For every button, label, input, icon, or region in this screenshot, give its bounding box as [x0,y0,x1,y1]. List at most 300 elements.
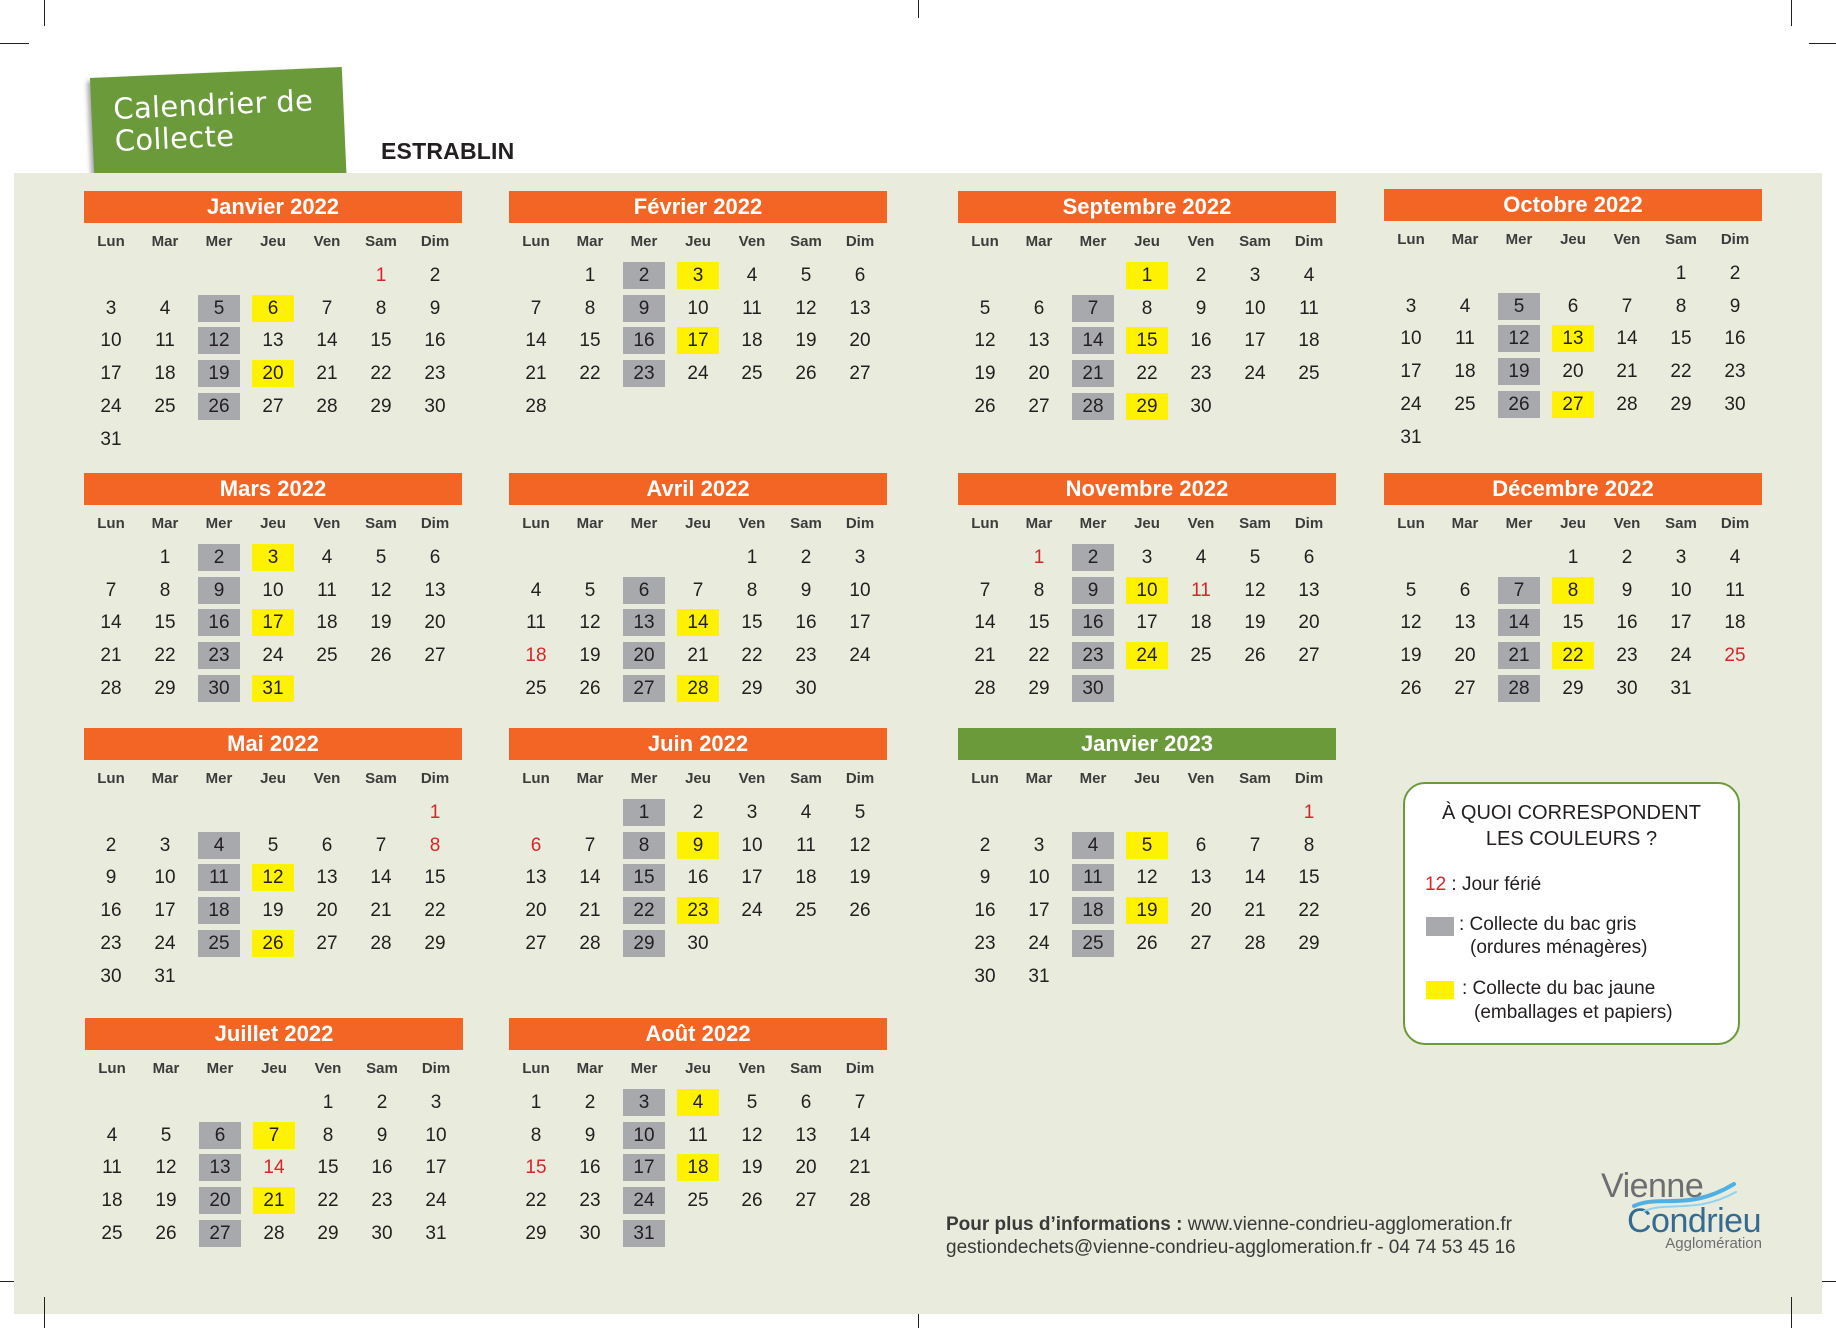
empty-cell [192,423,246,456]
day-number: 21 [974,645,996,667]
weekday-label: Jeu [1134,770,1160,787]
day-number: 25 [795,900,817,922]
day-cell [246,894,300,927]
day-number: 27 [1298,645,1320,667]
day-cell [409,1086,463,1119]
day-cell [563,1119,617,1152]
day-number: 7 [979,579,991,601]
day-number: 19 [262,900,284,922]
weekday-label: Sam [366,1060,398,1077]
day-number: 13 [1454,612,1476,634]
day-cell [1012,829,1066,862]
day-number: 22 [317,1190,339,1212]
day-number: 8 [1141,297,1153,319]
day-yellow-bin-collection: 4 [677,1089,719,1116]
day-cell [246,862,300,895]
day-yellow-bin-collection: 12 [252,864,294,891]
crop-mark [1791,0,1792,26]
day-number: 23 [371,1190,393,1212]
day-number: 14 [579,867,601,889]
day-cell [563,862,617,895]
day-cell [1174,862,1228,895]
day-cell [617,829,671,862]
day-number: 8 [746,579,758,601]
day-number: 28 [1616,394,1638,416]
month-header: Janvier 2022 [84,191,462,223]
day-cell [563,672,617,705]
day-cell [354,927,408,960]
empty-cell [408,960,462,993]
day-cell [509,390,563,423]
day-cell [300,357,354,390]
day-cell [617,796,671,829]
empty-cell [1228,796,1282,829]
day-cell [354,390,408,423]
day-cell [833,1152,887,1185]
day-number: 16 [1190,330,1212,352]
day-cell [1282,829,1336,862]
day-gray-bin-collection: 28 [1498,675,1540,702]
info-label: Pour plus d’informations : [946,1214,1183,1235]
day-number: 11 [102,1157,122,1179]
day-grid [84,541,462,705]
day-cell [84,325,138,358]
day-number: 6 [1195,834,1207,856]
day-number: 27 [1454,678,1476,700]
day-cell [1228,862,1282,895]
day-cell [833,639,887,672]
day-number: 17 [425,1157,447,1179]
month-novembre-2022 [958,473,1336,705]
day-cell [1174,357,1228,390]
empty-cell [725,1217,779,1250]
day-cell [1174,292,1228,325]
day-gray-bin-collection: 8 [623,832,665,859]
day-number: 17 [849,612,871,634]
weekday-label: Jeu [260,515,286,532]
day-number: 15 [1562,612,1584,634]
day-cell [958,607,1012,640]
day-cell [354,829,408,862]
day-number: 23 [100,933,122,955]
day-number: 9 [979,867,991,889]
day-grid [85,1086,463,1250]
weekday-label: Jeu [685,233,711,250]
day-number: 5 [375,546,387,568]
day-cell [139,1119,193,1152]
day-yellow-bin-collection: 29 [1126,393,1168,420]
day-number: 23 [579,1190,601,1212]
day-cell [1012,607,1066,640]
weekday-label: Mer [1079,233,1107,250]
empty-cell [1438,421,1492,454]
day-cell [833,574,887,607]
day-number: 1 [1675,262,1687,284]
empty-cell [1174,960,1228,993]
day-cell [1708,639,1762,672]
empty-cell [1492,541,1546,574]
empty-cell [1492,421,1546,454]
day-cell [84,894,138,927]
day-cell [408,541,462,574]
day-number: 7 [321,297,333,319]
day-number: 13 [1298,579,1320,601]
day-number: 3 [854,546,866,568]
empty-cell [84,796,138,829]
day-cell [617,259,671,292]
day-number: 7 [375,834,387,856]
day-cell [139,1152,193,1185]
weekday-label: Lun [971,233,999,250]
day-gray-bin-collection: 5 [1498,293,1540,320]
day-number: 29 [525,1223,547,1245]
day-number: 29 [1670,394,1692,416]
day-cell [84,862,138,895]
day-number: 9 [105,867,117,889]
day-number: 18 [1454,361,1476,383]
day-gray-bin-collection: 10 [623,1122,665,1149]
day-number: 27 [1028,396,1050,418]
empty-cell [779,390,833,423]
empty-cell [354,796,408,829]
day-cell [84,639,138,672]
day-number: 11 [742,297,762,319]
day-gray-bin-collection: 15 [623,864,665,891]
day-number: 16 [795,612,817,634]
day-number: 23 [974,933,996,955]
day-cell [138,927,192,960]
empty-cell [1282,672,1336,705]
day-cell [563,1184,617,1217]
empty-cell [300,796,354,829]
day-cell [138,541,192,574]
weekday-label: Dim [420,515,450,532]
day-cell [1654,323,1708,356]
day-cell [1228,292,1282,325]
day-cell [138,390,192,423]
day-cell [1708,323,1762,356]
day-cell [1120,259,1174,292]
day-cell [671,672,725,705]
weekday-label: Mar [576,233,604,250]
day-gray-bin-collection: 14 [1072,327,1114,354]
day-cell [725,259,779,292]
weekday-label: Ven [738,770,766,787]
day-cell [958,894,1012,927]
weekday-label: Ven [1187,515,1215,532]
day-cell [617,1152,671,1185]
empty-cell [833,927,887,960]
day-cell [408,894,462,927]
day-number: 24 [849,645,871,667]
day-number: 19 [1244,612,1266,634]
day-number: 21 [579,900,601,922]
day-number: 3 [430,1091,442,1113]
day-cell [246,357,300,390]
day-cell [1438,323,1492,356]
day-cell [617,894,671,927]
weekday-label: Dim [845,233,875,250]
day-number: 21 [849,1157,871,1179]
day-cell [509,325,563,358]
legend-holiday-row [1425,873,1541,897]
day-cell [617,862,671,895]
day-cell [617,1086,671,1119]
day-number: 19 [741,1157,763,1179]
day-number: 11 [1455,328,1475,350]
empty-cell [300,259,354,292]
day-yellow-bin-collection: 13 [1552,325,1594,352]
day-cell [1708,541,1762,574]
day-cell [84,960,138,993]
empty-cell [833,390,887,423]
day-number: 22 [1670,361,1692,383]
weekday-label: Lun [97,770,125,787]
day-number: 4 [746,264,758,286]
empty-cell [563,390,617,423]
month-header: Janvier 2023 [958,728,1336,760]
day-cell [617,1119,671,1152]
day-number: 11 [317,579,337,601]
day-cell [563,607,617,640]
day-gray-bin-collection: 20 [623,642,665,669]
day-cell [671,292,725,325]
empty-cell [617,541,671,574]
day-gray-bin-collection: 4 [198,832,240,859]
day-cell [779,894,833,927]
weekday-row [509,230,887,254]
day-number: 18 [741,330,763,352]
day-cell [1708,388,1762,421]
day-cell [779,796,833,829]
day-number: 18 [1298,330,1320,352]
empty-cell [509,259,563,292]
empty-cell [354,423,408,456]
month-janvier-2023 [958,728,1336,993]
day-number: 5 [1249,546,1261,568]
legend-yellow-label: : Collecte du bac jaune [1462,978,1656,999]
day-cell [725,672,779,705]
day-number: 15 [1298,867,1320,889]
weekday-label: Mar [151,233,179,250]
weekday-label: Mer [205,515,233,532]
weekday-label: Mar [1025,515,1053,532]
month-header: Juin 2022 [509,728,887,760]
weekday-label: Jeu [685,515,711,532]
empty-cell [1282,960,1336,993]
day-holiday: 8 [429,834,441,856]
day-cell [138,639,192,672]
day-yellow-bin-collection: 20 [252,360,294,387]
day-number: 30 [579,1223,601,1245]
day-number: 22 [154,645,176,667]
day-cell [408,292,462,325]
empty-cell [138,796,192,829]
day-number: 26 [1400,678,1422,700]
day-number: 18 [154,363,176,385]
day-number: 13 [262,330,284,352]
day-yellow-bin-collection: 5 [1126,832,1168,859]
weekday-label: Ven [738,1060,766,1077]
day-number: 29 [317,1223,339,1245]
empty-cell [1438,257,1492,290]
tag-line-2: Collecte [114,118,235,158]
day-cell [247,1217,301,1250]
day-number: 5 [979,297,991,319]
day-cell [138,960,192,993]
day-gray-bin-collection: 21 [1072,360,1114,387]
day-cell [192,541,246,574]
day-number: 4 [530,579,542,601]
month-mai-2022 [84,728,462,993]
day-number: 29 [370,396,392,418]
day-cell [509,574,563,607]
day-cell [1120,927,1174,960]
day-grid [509,796,887,960]
day-number: 12 [795,297,817,319]
day-number: 28 [100,678,122,700]
day-number: 27 [849,363,871,385]
empty-cell [1708,421,1762,454]
day-number: 5 [800,264,812,286]
day-number: 30 [795,678,817,700]
empty-cell [192,796,246,829]
day-number: 16 [1724,328,1746,350]
day-grid [1384,257,1762,454]
day-holiday: 6 [530,834,542,856]
day-number: 23 [1616,645,1638,667]
day-cell [193,1119,247,1152]
day-gray-bin-collection: 23 [623,360,665,387]
day-gray-bin-collection: 9 [623,295,665,322]
day-number: 22 [1028,645,1050,667]
day-cell [138,672,192,705]
day-cell [1492,639,1546,672]
logo-line-condrieu: Condrieu [1627,1202,1761,1240]
day-yellow-bin-collection: 14 [677,609,719,636]
day-cell [617,1184,671,1217]
day-gray-bin-collection: 25 [1072,930,1114,957]
empty-cell [246,423,300,456]
day-cell [246,574,300,607]
day-number: 12 [155,1157,177,1179]
day-cell [779,1184,833,1217]
day-yellow-bin-collection: 18 [677,1154,719,1181]
day-cell [671,1086,725,1119]
empty-cell [300,423,354,456]
month-octobre-2022 [1384,189,1762,454]
day-yellow-bin-collection: 15 [1126,327,1168,354]
day-cell [138,325,192,358]
empty-cell [1174,672,1228,705]
day-number: 19 [155,1190,177,1212]
day-cell [192,390,246,423]
weekday-label: Jeu [1134,233,1160,250]
day-cell [671,1152,725,1185]
day-number: 24 [1670,645,1692,667]
legend-gray-label: : Collecte du bac gris [1459,914,1637,935]
day-cell [1654,541,1708,574]
crop-mark [44,0,45,26]
day-holiday: 18 [525,645,547,667]
day-cell [725,1152,779,1185]
day-number: 4 [106,1124,118,1146]
day-cell [138,357,192,390]
day-cell [1546,607,1600,640]
day-cell [779,639,833,672]
day-number: 20 [795,1157,817,1179]
day-cell [300,325,354,358]
day-cell [246,829,300,862]
day-cell [1438,388,1492,421]
day-cell [1228,829,1282,862]
day-cell [1174,325,1228,358]
day-cell [1282,927,1336,960]
day-cell [725,357,779,390]
day-cell [85,1119,139,1152]
day-number: 3 [1033,834,1045,856]
day-gray-bin-collection: 31 [623,1220,665,1247]
day-number: 1 [584,264,596,286]
day-cell [671,829,725,862]
day-cell [408,927,462,960]
weekday-label: Lun [1397,231,1425,248]
weekday-label: Sam [365,770,397,787]
day-yellow-bin-collection: 21 [253,1187,295,1214]
day-gray-bin-collection: 4 [1072,832,1114,859]
weekday-label: Mar [152,1060,180,1077]
day-number: 10 [1028,867,1050,889]
day-number: 3 [1405,295,1417,317]
day-cell [1546,672,1600,705]
day-number: 28 [579,933,601,955]
day-gray-bin-collection: 7 [1498,577,1540,604]
day-grid [509,541,887,705]
day-cell [563,1086,617,1119]
day-cell [354,574,408,607]
day-number: 29 [1028,678,1050,700]
day-number: 12 [741,1124,763,1146]
day-number: 15 [317,1157,339,1179]
empty-cell [1228,390,1282,423]
day-cell [671,927,725,960]
day-number: 26 [370,645,392,667]
day-number: 17 [154,900,176,922]
day-number: 8 [584,297,596,319]
day-number: 15 [424,867,446,889]
day-number: 23 [795,645,817,667]
day-cell [1120,292,1174,325]
day-cell [1228,541,1282,574]
day-number: 7 [692,579,704,601]
day-gray-bin-collection: 23 [198,642,240,669]
day-number: 11 [688,1124,708,1146]
day-number: 11 [526,612,546,634]
day-cell [509,639,563,672]
day-number: 4 [1303,264,1315,286]
day-number: 21 [1244,900,1266,922]
day-cell [1384,574,1438,607]
weekday-label: Ven [738,233,766,250]
day-cell [1384,323,1438,356]
day-cell [409,1152,463,1185]
month-header: Mai 2022 [84,728,462,760]
day-number: 4 [1195,546,1207,568]
color-legend [1403,782,1740,1045]
empty-cell [1600,257,1654,290]
day-cell [1120,829,1174,862]
day-cell [1282,357,1336,390]
